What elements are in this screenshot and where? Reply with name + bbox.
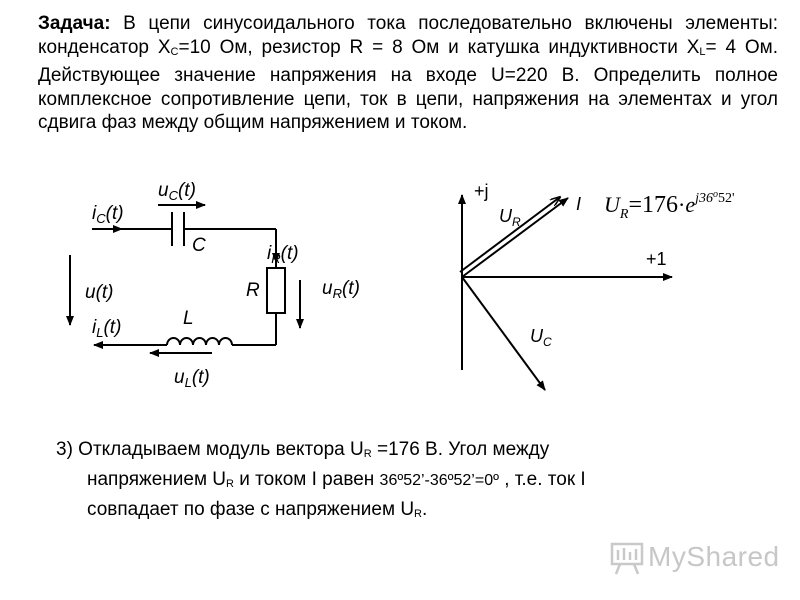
uc-vector-label: $U_C$ xyxy=(530,326,552,349)
ir-label: $i_R(t)$ xyxy=(267,243,299,266)
xc-subscript: C xyxy=(170,45,179,58)
step-3-text xyxy=(56,437,756,527)
problem-heading: Задача: xyxy=(38,13,111,34)
inductor-label: L xyxy=(183,308,194,329)
current-i-vector xyxy=(462,198,568,277)
phasor-diagram xyxy=(460,195,672,390)
capacitor-label: C xyxy=(192,235,206,256)
real-axis-label: +1 xyxy=(646,249,667,269)
step-3-line-3: совпадает по фазе с напряжением UR. xyxy=(87,499,428,520)
myshared-logo xyxy=(608,538,780,578)
uc-label: $u_C(t)$ xyxy=(158,180,196,203)
ic-label: $i_C(t)$ xyxy=(92,203,124,226)
presentation-board-icon xyxy=(608,538,648,578)
problem-text-1: В цепи синусоидального тока последовательно включены элементы: конденсатор X xyxy=(38,13,778,58)
problem-text-2: =10 Ом, резистор R = 8 Ом и катушка индуктивности X xyxy=(178,36,700,58)
u-label: u(t) xyxy=(85,282,114,303)
inductor-coil xyxy=(167,338,232,345)
resistor xyxy=(267,268,285,313)
xl-subscript: L xyxy=(699,45,706,58)
ur-label: $u_R(t)$ xyxy=(322,278,360,301)
problem-text-3: = 4 Ом. Действующее значение напряжения на входе U=220 В. Определить полное комплексное сопротивление цепи, ток в цепи, напряжения на элементах и угол сдвига фаз между общим напряжением и током. xyxy=(38,36,778,133)
logo-text: MyShared xyxy=(648,541,780,572)
imag-axis-label: +j xyxy=(474,181,489,201)
resistor-label: R xyxy=(246,280,260,301)
il-label: $i_L(t)$ xyxy=(92,317,122,340)
step-3-line-2: напряжением UR и током I равен 36º52’-36º52’=0º , т.е. ток I xyxy=(87,469,586,490)
ur-formula: $U_R=176\cdot e^{j36o}_{52'}$ xyxy=(604,189,735,222)
step-3-line-1: 3) Откладываем модуль вектора UR =176 В. Угол между xyxy=(56,439,550,460)
ur-vector-label: $U_R$ xyxy=(499,206,521,229)
i-vector-label: I xyxy=(576,194,582,214)
ul-label: $u_L(t)$ xyxy=(174,367,210,390)
